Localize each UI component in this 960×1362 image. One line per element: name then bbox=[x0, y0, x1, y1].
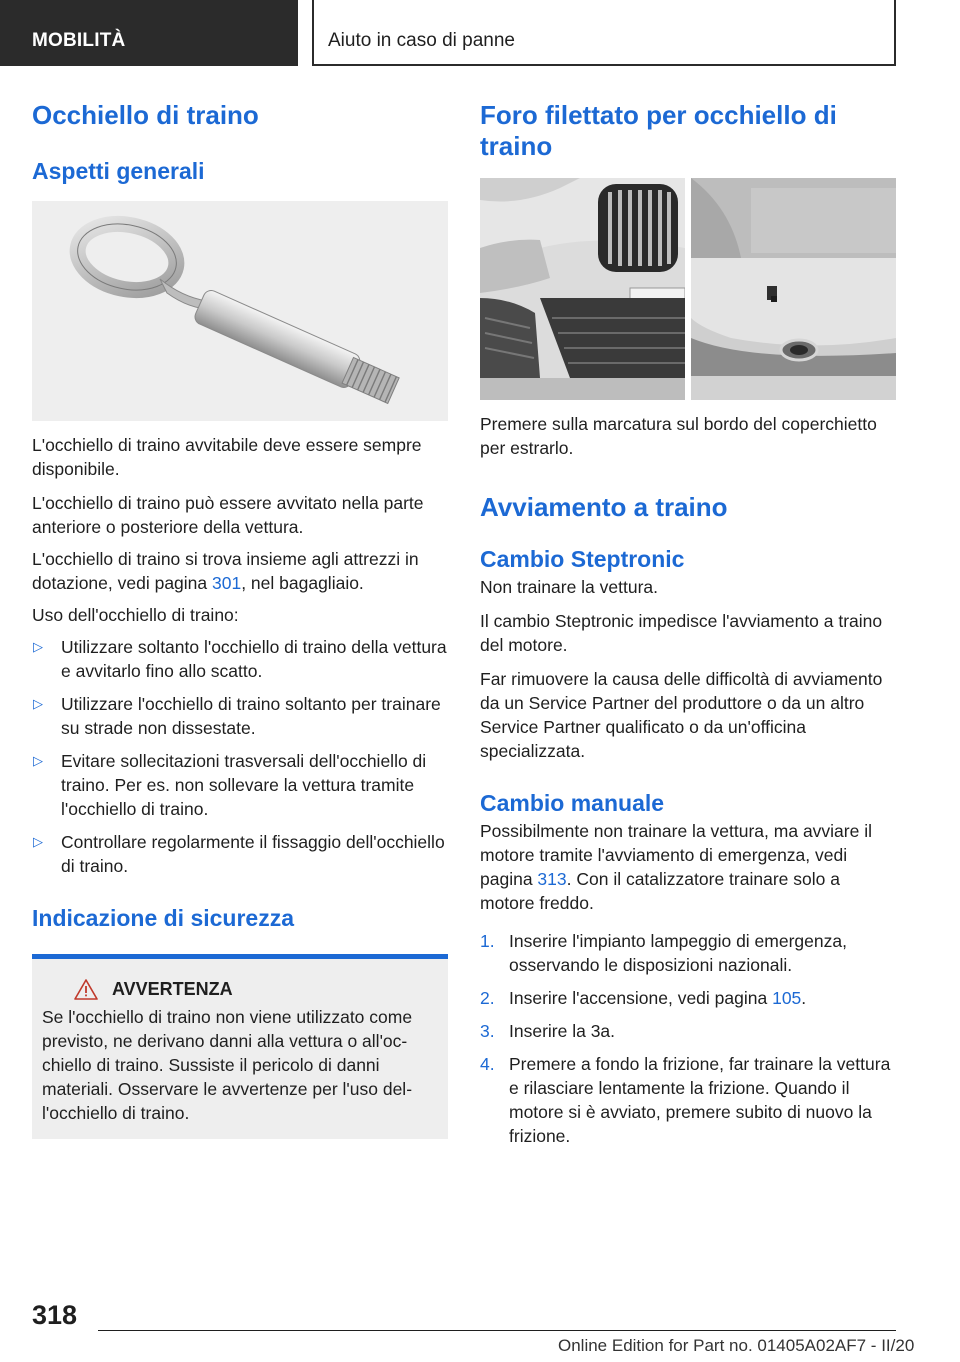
paragraph-steptronic-prevents: Il cambio Steptronic impedisce l'avviamento a traino del motore. bbox=[480, 611, 883, 655]
footer-edition: Online Edition for Part no. 01405A02AF7 - II/20 bbox=[558, 1336, 915, 1355]
triangle-right-icon: ▷ bbox=[33, 696, 43, 711]
list-item bbox=[480, 1019, 896, 1043]
paragraph-location-text-end: , nel bagagliaio. bbox=[241, 573, 364, 593]
step-number: 3. bbox=[480, 1021, 495, 1041]
usage-bullet-list bbox=[32, 635, 448, 878]
list-item bbox=[480, 1052, 896, 1148]
section-title-tow-start: Avviamento a traino bbox=[480, 492, 728, 522]
subtitle-manual: Cambio manuale bbox=[480, 790, 665, 816]
list-item-text: Evitare sollecitazioni trasversali dell'occhiello di traino. Per es. non sollevare la vettura tramite l'occhiello di traino. bbox=[61, 751, 427, 819]
triangle-right-icon: ▷ bbox=[33, 753, 43, 768]
footer-divider bbox=[98, 1330, 896, 1331]
warning-panel bbox=[32, 954, 448, 1139]
left-column bbox=[32, 100, 448, 1139]
right-column bbox=[480, 100, 896, 1157]
warning-heading bbox=[74, 977, 438, 1001]
tow-start-steps bbox=[480, 929, 896, 1148]
subtitle-steptronic: Cambio Steptronic bbox=[480, 546, 685, 572]
page-number: 318 bbox=[32, 1300, 78, 1330]
rear-bumper-image bbox=[691, 178, 896, 400]
paragraph-front-rear: L'occhiello di traino può essere avvitato nella parte anteriore o posteriore della vettura. bbox=[32, 493, 424, 537]
section-title-towing-eye: Occhiello di traino bbox=[32, 100, 259, 130]
header-topic-label: Aiuto in caso di panne bbox=[312, 0, 896, 66]
threaded-hole-images bbox=[480, 178, 896, 400]
warning-title-text: AVVERTENZA bbox=[112, 979, 233, 999]
page-link-313[interactable]: 313 bbox=[537, 869, 567, 889]
warning-triangle-icon bbox=[74, 979, 98, 1000]
step-text: Inserire la 3a. bbox=[509, 1021, 616, 1041]
paragraph-do-not-tow: Non trainare la vettura. bbox=[480, 577, 659, 597]
step-number: 1. bbox=[480, 931, 495, 951]
step-text: Premere a fondo la frizione, far trainare la vettura e rilasciare lentamente la frizione. Quando il motore si è avviato, premere subito di nuovo la frizione. bbox=[509, 1054, 891, 1146]
paragraph-manual-text: Possibilmente non trainare la vettura, ma avviare il motore tramite l'avviamento di emergenza, vedi pagina bbox=[480, 821, 872, 889]
list-item bbox=[32, 830, 448, 878]
step-number: 4. bbox=[480, 1054, 495, 1074]
page-link-301[interactable]: 301 bbox=[212, 573, 242, 593]
list-item bbox=[32, 692, 448, 740]
list-item-text: Controllare regolarmente il fissaggio dell'occhiello di traino. bbox=[61, 832, 445, 876]
towing-eye-image bbox=[32, 201, 448, 421]
warning-body: Se l'occhiello di traino non viene utilizzato come previsto, ne derivano danni alla vettura o all'occhiello di traino. Sussiste il pericolo di danni materiali. Osservare le avvertenze per l'uso dell'occhiello di traino. bbox=[42, 1007, 413, 1123]
front-bumper-image bbox=[480, 178, 685, 400]
list-item bbox=[32, 749, 448, 821]
step-text: Inserire l'impianto lampeggio di emergenza, osservando le disposizioni nazionali. bbox=[509, 931, 847, 975]
subtitle-general: Aspetti generali bbox=[32, 158, 205, 184]
subtitle-safety: Indicazione di sicurezza bbox=[32, 905, 295, 931]
paragraph-location-text: L'occhiello di traino si trova insieme agli attrezzi in dotazione, vedi pagina bbox=[32, 549, 419, 593]
paragraph-always-available: L'occhiello di traino avvitabile deve essere sempre disponibile. bbox=[32, 435, 422, 479]
page-header bbox=[0, 0, 960, 66]
triangle-right-icon: ▷ bbox=[33, 639, 43, 654]
list-item-text: Utilizzare l'occhiello di traino soltanto per trainare su strade non dissestate. bbox=[61, 694, 441, 738]
paragraph-location bbox=[32, 547, 448, 595]
paragraph-service-partner: Far rimuovere la causa delle difficoltà di avviamento da un Service Partner del produttore o da un altro Service Partner qualificato o da un'officina specializzata. bbox=[480, 669, 883, 761]
paragraph-manual-text-end: . Con il catalizzatore trainare solo a motore freddo. bbox=[480, 869, 840, 913]
list-item-text: Utilizzare soltanto l'occhiello di traino della vettura e avvitarlo fino allo scatto. bbox=[61, 637, 447, 681]
section-title-threaded-hole: Foro filettato per occhiello di traino bbox=[480, 100, 837, 161]
step-text: Inserire l'accensione, vedi pagina bbox=[509, 988, 773, 1008]
paragraph-manual-intro bbox=[480, 819, 896, 915]
list-item bbox=[480, 986, 896, 1010]
list-item bbox=[480, 929, 896, 977]
header-section-label: MOBILITÀ bbox=[0, 0, 298, 66]
paragraph-press-cover: Premere sulla marcatura sul bordo del coperchietto per estrarlo. bbox=[480, 414, 877, 458]
paragraph-usage: Uso dell'occhiello di traino: bbox=[32, 605, 239, 625]
triangle-right-icon: ▷ bbox=[33, 834, 43, 849]
page-link-105[interactable]: 105 bbox=[772, 988, 802, 1008]
list-item bbox=[32, 635, 448, 683]
step-text-end: . bbox=[801, 988, 807, 1008]
step-number: 2. bbox=[480, 988, 495, 1008]
towing-eye-illustration bbox=[32, 201, 448, 421]
